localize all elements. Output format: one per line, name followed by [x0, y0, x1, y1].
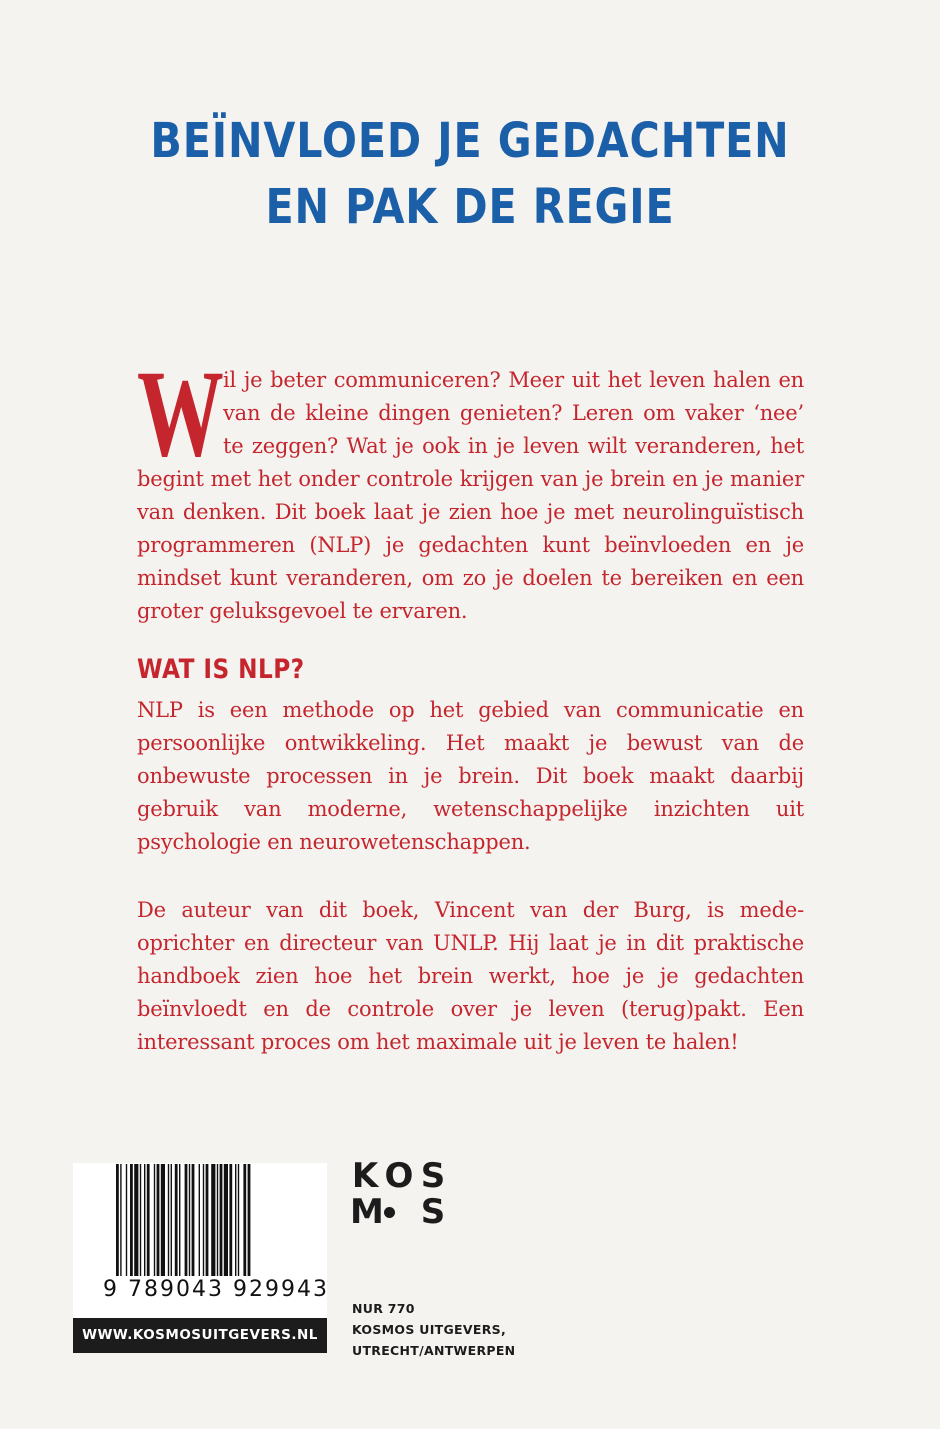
barcode: [73, 1163, 327, 1318]
kosmos-logo: [350, 1158, 448, 1230]
logo-letter: K: [351, 1156, 379, 1196]
nlp-paragraph: NLP is een methode op het gebied van communicatie en persoonlijke ontwikkeling. Het maakt je bewust van de onbewuste processen in je brein. Dit boek maakt daarbij gebruik van moderne, wetenschappelijke inzichten uit psychologie en neurowetenschappen.: [137, 698, 804, 854]
imprint: [352, 1298, 515, 1361]
barcode-bar: [171, 1164, 172, 1276]
barcode-bar: [217, 1164, 218, 1276]
logo-row-bottom: [350, 1194, 448, 1230]
barcode-bar: [192, 1164, 195, 1276]
barcode-bar: [220, 1164, 223, 1276]
headline-line-1: BEÏNVLOED JE GEDACHTEN: [150, 113, 790, 169]
barcode-bar: [203, 1164, 204, 1276]
barcode-bar: [238, 1164, 239, 1276]
barcode-bar: [147, 1164, 150, 1276]
logo-letter: M: [350, 1192, 384, 1232]
nur-code: NUR 770: [352, 1301, 415, 1316]
author-paragraph: De auteur van dit boek, Vincent van der Burg, is mede-oprichter en directeur van UNLP. Hij laat je in dit praktische handboek zien hoe het brein werkt, hoe je je gedachten beïnvloedt en de controle over je leven (terug)pakt. Een interessant proces om het maximale uit je leven te halen!: [137, 898, 804, 1054]
barcode-bar: [206, 1164, 209, 1276]
barcode-bar: [130, 1164, 133, 1276]
intro-paragraph: [137, 345, 804, 628]
barcode-bars: [116, 1164, 286, 1276]
barcode-bar: [134, 1164, 138, 1276]
headline: [66, 108, 874, 240]
intro-text: il je beter communiceren? Meer uit het leven halen en van de kleine dingen genieten? Leren om vaker ‘nee’ te zeggen? Wat je ook in je leven wilt veranderen, het begint met het onder controle krijgen van je brein en je manier van denken. Dit boek laat je zien hoe je met neurolinguïstisch programmeren (NLP) je gedachten kunt beïnvloeden en je mindset kunt veranderen, om zo je doelen te bereiken en een groter geluksgevoel te ervaren.: [137, 368, 804, 623]
barcode-bar: [120, 1164, 121, 1276]
logo-letter: S: [420, 1192, 446, 1232]
section-heading: WAT IS NLP?: [137, 654, 305, 685]
barcode-bar: [144, 1164, 145, 1276]
headline-line-2: EN PAK DE REGIE: [265, 179, 675, 235]
barcode-bar: [248, 1164, 251, 1276]
logo-row-top: [350, 1158, 448, 1194]
barcode-bar: [189, 1164, 190, 1276]
barcode-bar: [140, 1164, 141, 1276]
barcode-bar: [126, 1164, 127, 1276]
barcode-bar: [116, 1164, 119, 1276]
barcode-bar: [168, 1164, 169, 1276]
barcode-bar: [185, 1164, 188, 1276]
barcode-bar: [199, 1164, 200, 1276]
logo-letter: O: [384, 1156, 414, 1196]
logo-dot-icon: [384, 1207, 414, 1218]
publisher-name: KOSMOS UITGEVERS,: [352, 1322, 506, 1337]
barcode-bar: [179, 1164, 180, 1276]
barcode-bar: [161, 1164, 165, 1276]
barcode-bar: [229, 1164, 232, 1276]
barcode-bar: [157, 1164, 160, 1276]
logo-letter: S: [420, 1156, 446, 1196]
publisher-location: UTRECHT/ANTWERPEN: [352, 1343, 516, 1358]
publisher-url[interactable]: WWW.KOSMOSUITGEVERS.NL: [73, 1318, 327, 1353]
barcode-bar: [175, 1164, 178, 1276]
barcode-bar: [154, 1164, 155, 1276]
barcode-bar: [243, 1164, 246, 1276]
barcode-number: 9 789043 929943: [103, 1277, 329, 1302]
barcode-bar: [224, 1164, 228, 1276]
drop-cap: W: [137, 345, 224, 482]
barcode-bar: [235, 1164, 236, 1276]
barcode-bar: [211, 1164, 215, 1276]
